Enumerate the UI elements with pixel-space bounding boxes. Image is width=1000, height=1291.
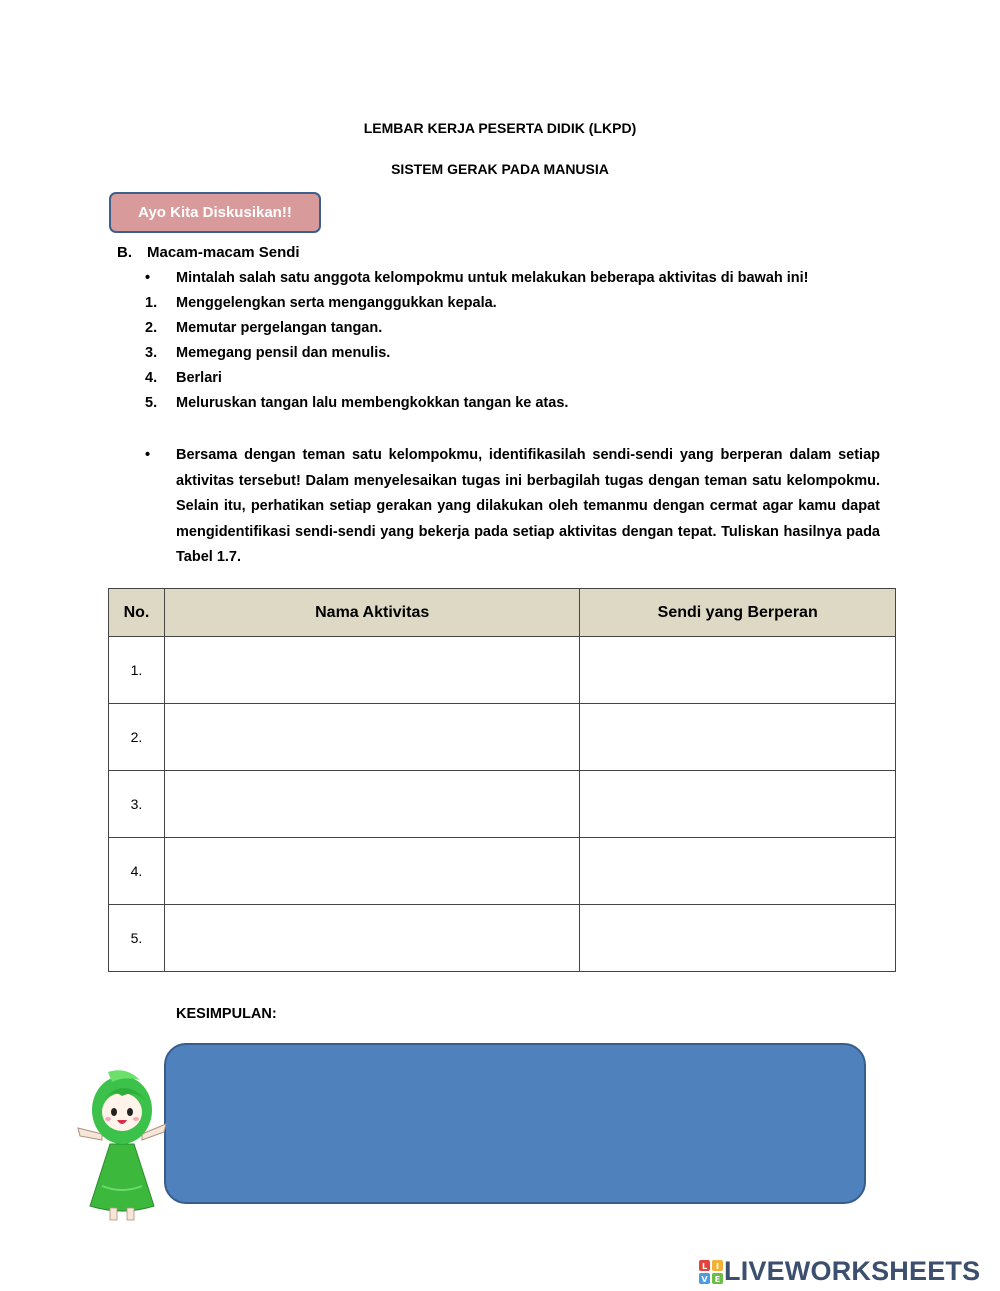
activity-number: 2. [145, 320, 158, 336]
instruction-text: Mintalah salah satu anggota kelompokmu untuk melakukan beberapa aktivitas di bawah ini! [176, 270, 809, 286]
row-number: 2. [109, 704, 165, 771]
activity-item [145, 320, 382, 336]
page-title: LEMBAR KERJA PESERTA DIDIK (LKPD) [363, 120, 637, 136]
col-header-no: No. [109, 589, 165, 637]
activity-answer-field[interactable] [164, 905, 579, 972]
activity-item [145, 370, 222, 386]
conclusion-label: KESIMPULAN: [176, 1006, 277, 1022]
activity-text: Meluruskan tangan lalu membengkokkan tangan ke atas. [176, 395, 569, 411]
row-number: 1. [109, 637, 165, 704]
activity-answer-field[interactable] [164, 771, 579, 838]
joint-answer-field[interactable] [580, 838, 896, 905]
page-subtitle: SISTEM GERAK PADA MANUSIA [391, 161, 609, 177]
activity-text: Menggelengkan serta menganggukkan kepala. [176, 295, 497, 311]
row-number: 3. [109, 771, 165, 838]
instruction-item [145, 270, 809, 286]
joint-answer-field[interactable] [580, 771, 896, 838]
col-header-joint: Sendi yang Berperan [580, 589, 896, 637]
row-number: 5. [109, 905, 165, 972]
activity-number: 1. [145, 295, 158, 311]
activity-answer-field[interactable] [164, 704, 579, 771]
activity-text: Berlari [176, 370, 222, 386]
section-title: Macam-macam Sendi [147, 244, 300, 261]
activity-item [145, 395, 568, 411]
table-row [109, 637, 896, 704]
activity-table [108, 588, 896, 972]
section-letter: B. [117, 244, 132, 261]
table-row [109, 838, 896, 905]
liveworksheets-logo-icon [698, 1259, 724, 1285]
bullet-icon: • [145, 270, 151, 286]
liveworksheets-logo-text: LIVEWORKSHEETS [724, 1256, 981, 1286]
col-header-activity: Nama Aktivitas [164, 589, 579, 637]
joint-answer-field[interactable] [580, 637, 896, 704]
activity-number: 4. [145, 370, 158, 386]
activity-item [145, 345, 390, 361]
table-row [109, 704, 896, 771]
table-row [109, 771, 896, 838]
joint-answer-field[interactable] [580, 704, 896, 771]
liveworksheets-logo[interactable] [698, 1256, 980, 1287]
svg-text:E: E [714, 1274, 721, 1284]
task-paragraph: Bersama dengan teman satu kelompokmu, identifikasilah sendi-sendi yang berperan dalam setiap aktivitas tersebut! Dalam menyelesaikan tugas ini berbagilah tugas dengan teman satu kelompokmu. Selain itu, perhatikan setiap gerakan yang dilakukan oleh temanmu dengan cermat agar kamu dapat mengidentifikasi sendi-sendi yang bekerja pada setiap aktivitas dengan tepat. Tuliskan hasilnya pada Tabel 1.7. [176, 447, 880, 565]
activity-text: Memutar pergelangan tangan. [176, 320, 383, 336]
bullet-icon: • [145, 447, 151, 463]
activity-number: 5. [145, 395, 158, 411]
row-number: 4. [109, 838, 165, 905]
conclusion-input[interactable] [164, 1043, 866, 1204]
svg-text:I: I [716, 1261, 719, 1271]
activity-item [145, 295, 497, 311]
table-row [109, 905, 896, 972]
activity-answer-field[interactable] [164, 637, 579, 704]
svg-text:V: V [701, 1274, 708, 1284]
discussion-button[interactable]: Ayo Kita Diskusikan!! [109, 192, 321, 233]
mascot-icon [72, 1066, 172, 1226]
activity-answer-field[interactable] [164, 838, 579, 905]
table-header-row [109, 589, 896, 637]
activity-number: 3. [145, 345, 158, 361]
joint-answer-field[interactable] [580, 905, 896, 972]
section-heading [117, 244, 300, 261]
activity-text: Memegang pensil dan menulis. [176, 345, 391, 361]
svg-text:L: L [701, 1261, 708, 1271]
